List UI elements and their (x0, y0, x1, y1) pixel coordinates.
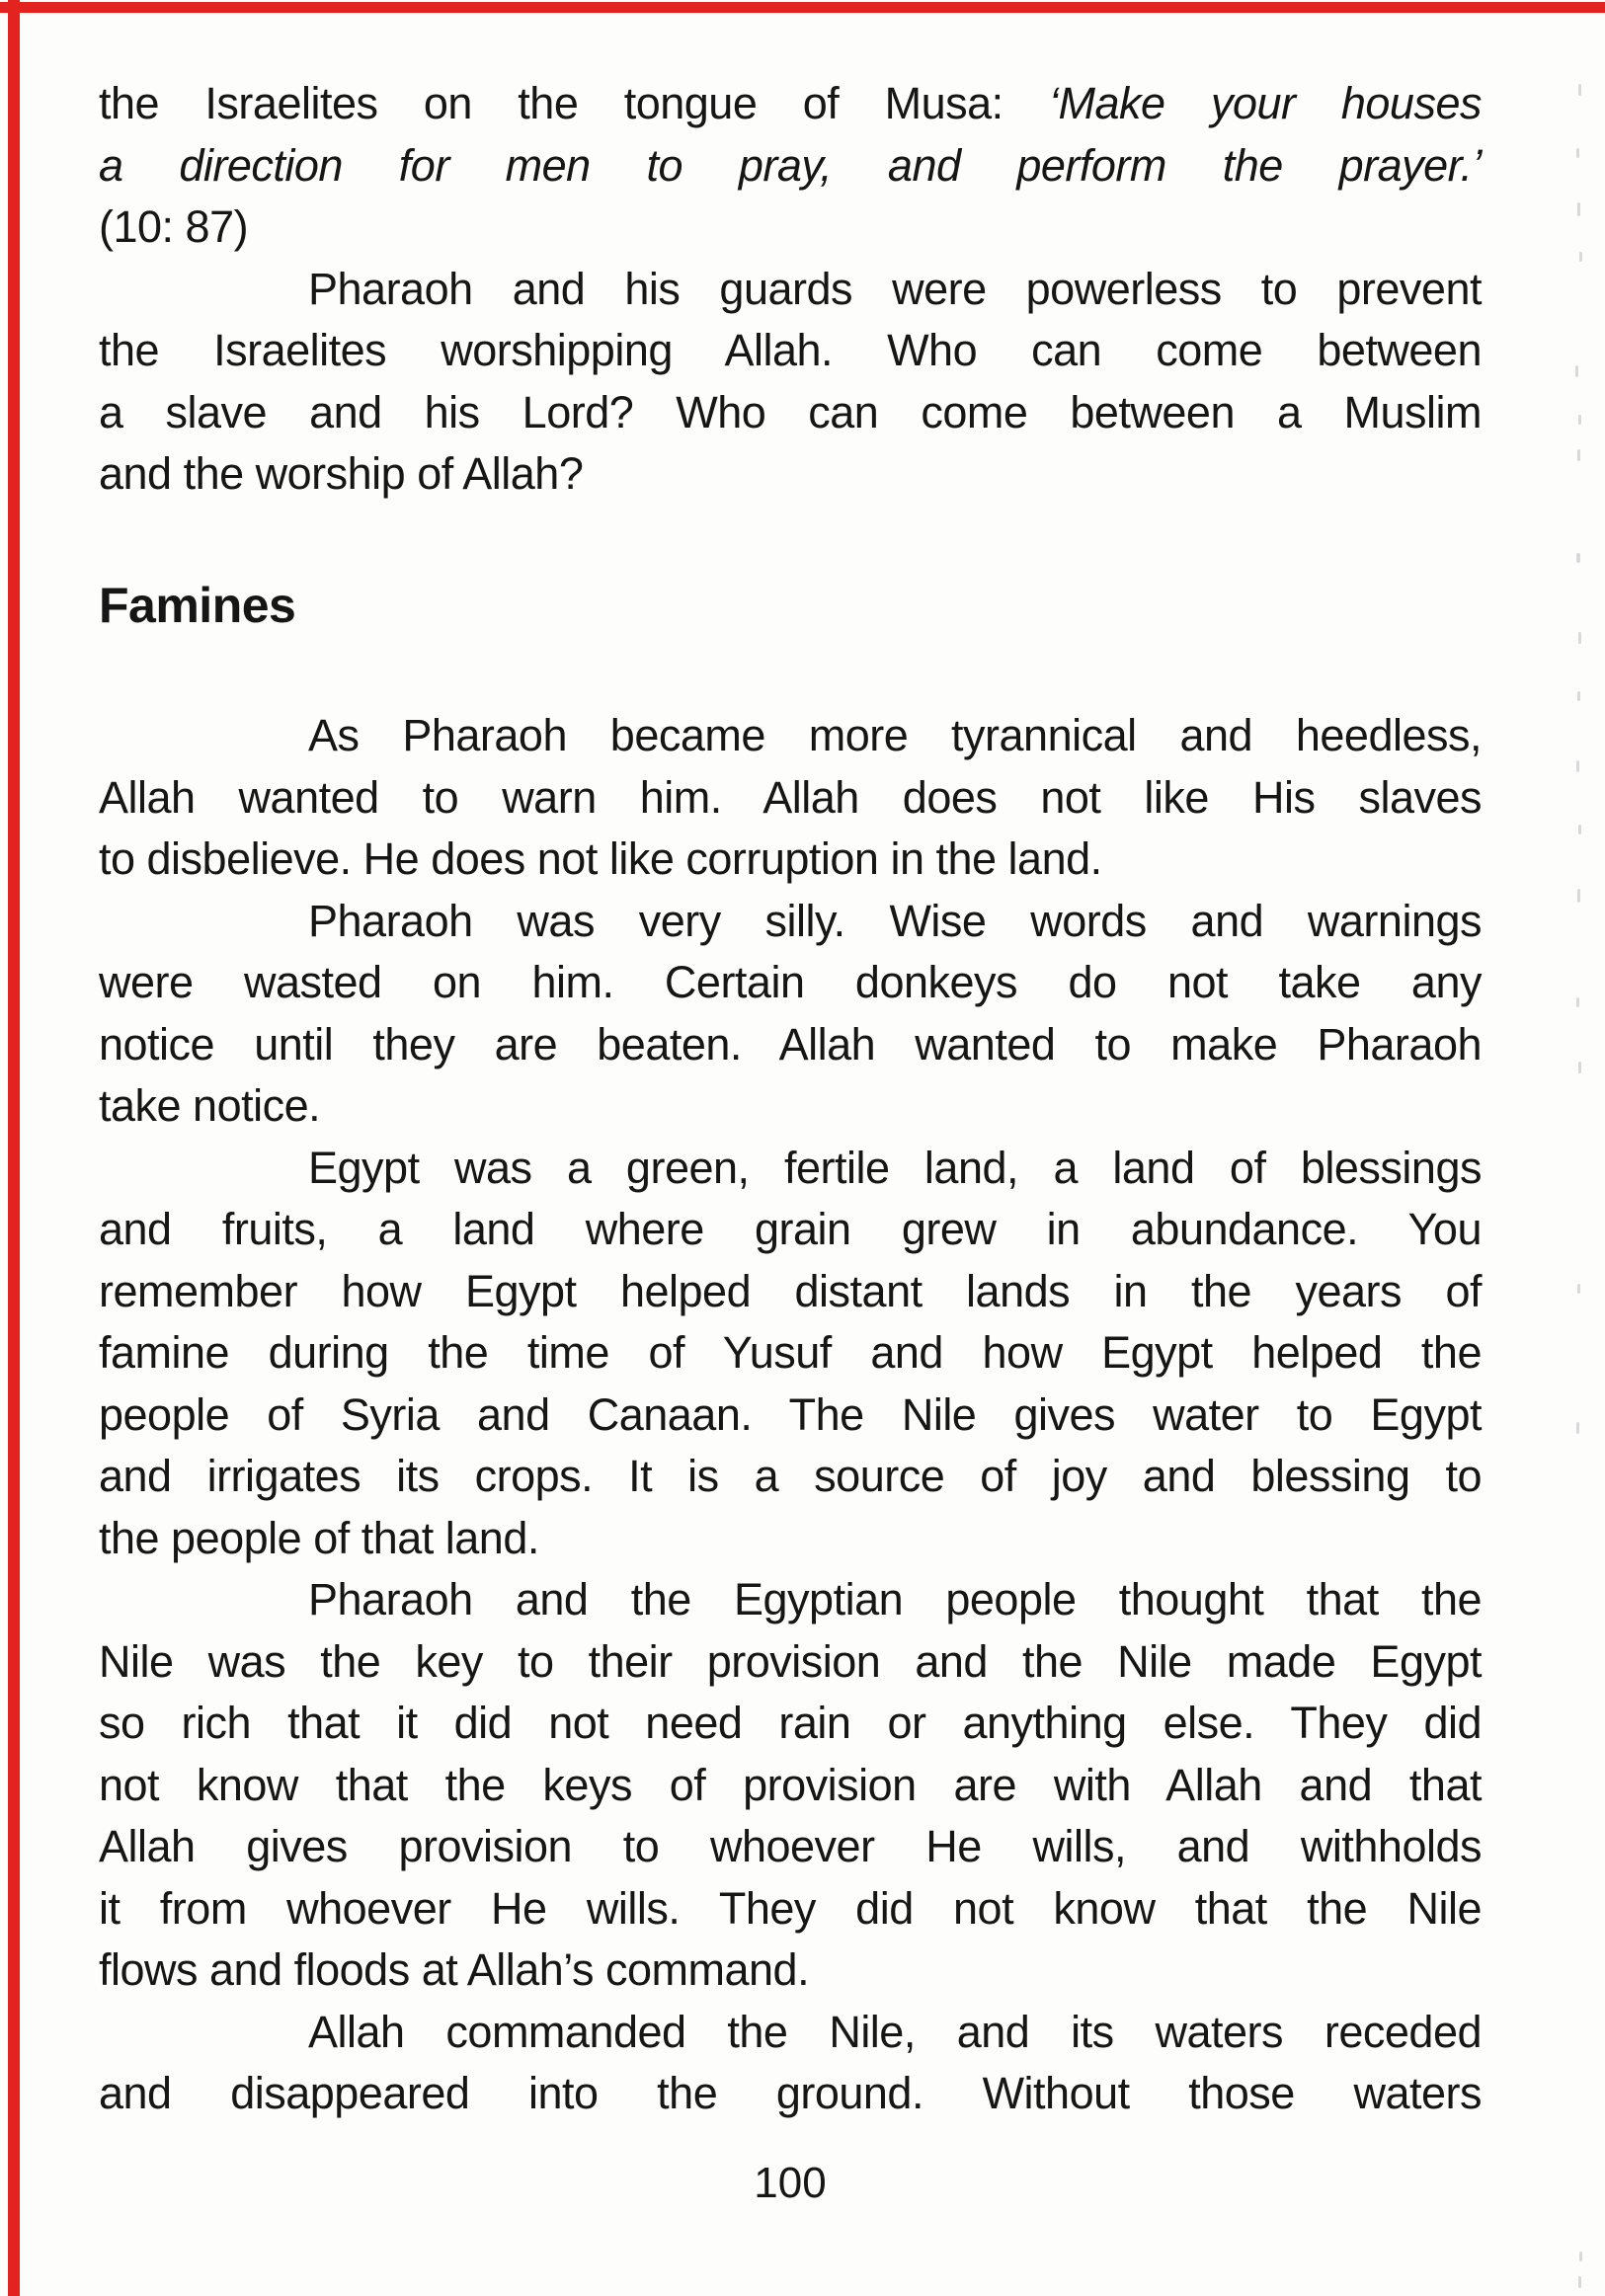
scan-artifact (1577, 889, 1580, 903)
paragraph (99, 73, 1482, 259)
text-line (99, 952, 1482, 1014)
text-line (99, 1138, 1482, 1200)
body-text: notice until they are beaten. Allah wanted to make Pharaoh (99, 1018, 1482, 1069)
text-line (99, 382, 1482, 444)
body-text: and fruits, a land where grain grew in abundance. You (99, 1204, 1482, 1254)
text-line (99, 1631, 1482, 1694)
body-text: remember how Egypt helped distant lands in the years of (99, 1265, 1482, 1316)
text-line (99, 1261, 1482, 1323)
body-text: people of Syria and Canaan. The Nile gives water to Egypt (99, 1388, 1482, 1440)
body-text: the people of that land. (99, 1512, 539, 1563)
body-text: Egypt was a green, fertile land, a land of blessings (308, 1142, 1482, 1193)
body-text: Pharaoh was very silly. Wise words and warnings (308, 895, 1482, 946)
text-line (99, 1075, 1482, 1138)
scan-artifact (1576, 997, 1579, 1007)
text-line (99, 1940, 1482, 2002)
paragraph (99, 1569, 1482, 2002)
section-heading: Famines (99, 577, 296, 633)
page-number: 100 (754, 2158, 827, 2207)
body-text: and disappeared into the ground. Without those waters (99, 2068, 1482, 2118)
text-line (99, 197, 1482, 259)
scan-artifact (1576, 553, 1580, 563)
body-text: and the worship of Allah? (99, 448, 584, 499)
text-line (99, 1693, 1482, 1755)
text-line (99, 829, 1482, 891)
text-line (99, 1385, 1482, 1447)
text-line (99, 2002, 1482, 2064)
text-block (99, 73, 1482, 2214)
body-text: (10: 87) (99, 201, 249, 252)
scan-artifact (1576, 760, 1579, 772)
scan-artifact (1577, 691, 1580, 701)
scan-artifact (1578, 1062, 1581, 1073)
scan-artifact (1575, 365, 1578, 377)
text-line (99, 1199, 1482, 1261)
body-text: the Israelites on the tongue of Musa: (99, 78, 1050, 128)
scan-artifact (1577, 202, 1580, 216)
text-line (99, 1446, 1482, 1508)
body-text: so rich that it did not need rain or anything else. They did (99, 1698, 1482, 1748)
text-line (99, 1014, 1482, 1076)
body-text: Allah commanded the Nile, and its waters receded (308, 2006, 1482, 2057)
body-text: Allah gives provision to whoever He wills, and withholds (99, 1821, 1482, 1871)
scan-artifact (1578, 2276, 1581, 2288)
paragraph (99, 259, 1482, 506)
scan-artifact (1576, 1422, 1579, 1434)
text-line (99, 1569, 1482, 1631)
paragraph (99, 891, 1482, 1138)
quoted-italic-text: ‘Make your houses (1049, 78, 1482, 128)
body-text: not know that the keys of provision are with Allah and that (99, 1759, 1482, 1810)
body-text: the Israelites worshipping Allah. Who can come between (99, 325, 1482, 375)
red-left-edge-line (8, 0, 20, 2296)
text-line (99, 767, 1482, 830)
text-line (99, 135, 1482, 198)
paragraph (99, 1138, 1482, 1570)
text-line (99, 2063, 1482, 2125)
body-text: Pharaoh and his guards were powerless to prevent (308, 263, 1482, 314)
text-line (99, 1816, 1482, 1878)
body-text: famine during the time of Yusuf and how Egypt helped the (99, 1327, 1482, 1378)
scan-artifact (1577, 449, 1580, 461)
body-text: were wasted on him. Certain donkeys do not take any (99, 957, 1482, 1007)
text-line (99, 443, 1482, 506)
text-line (99, 259, 1482, 321)
scan-artifact (1577, 1284, 1580, 1294)
text-line (99, 891, 1482, 953)
quoted-italic-text: a direction for men to pray, and perform the prayer.’ (99, 139, 1482, 191)
body-text: to disbelieve. He does not like corruption in the land. (99, 833, 1102, 884)
body-text: Allah wanted to warn him. Allah does not like His slaves (99, 771, 1482, 823)
scan-artifact (1576, 148, 1579, 158)
body-text: it from whoever He wills. They did not know that the Nile (99, 1882, 1482, 1934)
text-line (99, 705, 1482, 767)
scan-artifact (1579, 252, 1582, 262)
scan-artifact (1578, 632, 1581, 644)
body-text: flows and floods at Allah’s command. (99, 1944, 810, 1995)
text-line (99, 1508, 1482, 1570)
red-top-edge-line (0, 2, 1605, 13)
text-line (99, 1755, 1482, 1817)
scan-artifact (1578, 825, 1581, 834)
scan-artifact (1579, 2252, 1582, 2261)
body-text: a slave and his Lord? Who can come between a Muslim (99, 386, 1482, 437)
text-line (99, 1322, 1482, 1385)
body-text: As Pharaoh became more tyrannical and heedless, (308, 710, 1482, 760)
text-line (99, 73, 1482, 135)
text-line (99, 320, 1482, 382)
text-line (99, 1878, 1482, 1940)
body-text: Pharaoh and the Egyptian people thought that the (308, 1574, 1482, 1624)
scan-artifact (1578, 84, 1581, 96)
paragraph (99, 705, 1482, 891)
body-text: take notice. (99, 1080, 321, 1131)
scan-artifact (1578, 415, 1581, 425)
paragraph (99, 2002, 1482, 2125)
body-text: Nile was the key to their provision and the Nile made Egypt (99, 1635, 1482, 1687)
body-text: and irrigates its crops. It is a source of joy and blessing to (99, 1451, 1482, 1501)
